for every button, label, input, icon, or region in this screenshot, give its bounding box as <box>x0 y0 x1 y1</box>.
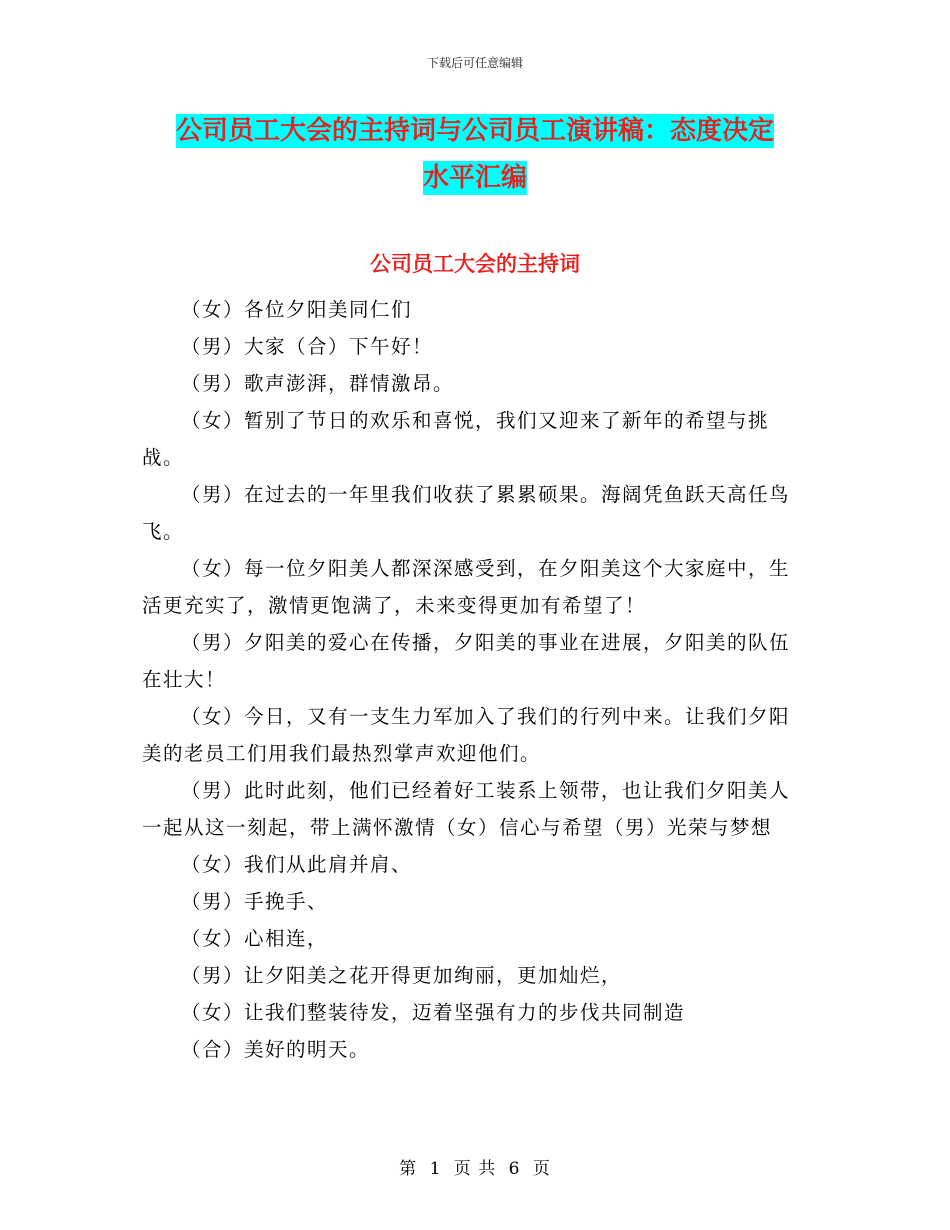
paragraph: （合）美好的明天。 <box>181 1038 371 1061</box>
section-title: 公司员工大会的主持词 <box>370 252 580 276</box>
paragraph: （女）今日，又有一支生力军加入了我们的行列中来。让我们夕阳美的老员工们用我们最热烈掌声欢迎他们。 <box>142 705 791 765</box>
document-title-line-1 <box>0 108 950 155</box>
current-page-number: 1 <box>429 1159 442 1179</box>
title-highlight-2: 水平汇编 <box>422 163 527 193</box>
header-note: 下载后可任意编辑 <box>426 56 523 70</box>
paragraph: （女）我们从此肩并肩、 <box>181 853 413 876</box>
document-title <box>0 108 950 202</box>
paragraph: （男）手挽手、 <box>181 890 329 913</box>
paragraph: （女）各位夕阳美同仁们 <box>181 298 413 321</box>
title-highlight-1: 公司员工大会的主持词与公司员工演讲稿：态度决定 <box>175 116 774 146</box>
page-label-prefix: 第 <box>399 1159 418 1179</box>
paragraph: （男）让夕阳美之花开得更加绚丽，更加灿烂， <box>181 964 623 987</box>
paragraph: （女）心相连， <box>181 927 329 950</box>
page-label-suffix: 页 <box>532 1159 551 1179</box>
paragraph: （男）歌声澎湃，群情激昂。 <box>181 372 455 395</box>
paragraph: （男）大家（合）下午好！ <box>181 335 434 358</box>
document-body <box>142 291 802 1068</box>
page-footer <box>0 1154 950 1179</box>
paragraph: （女）每一位夕阳美人都深深感受到，在夕阳美这个大家庭中，生活更充实了，激情更饱满了，未来变得更加有希望了！ <box>142 557 791 617</box>
paragraph: （男）在过去的一年里我们收获了累累硕果。海阔凭鱼跃天高任鸟飞。 <box>142 483 791 543</box>
total-pages-number: 6 <box>508 1159 521 1179</box>
paragraph: （男）夕阳美的爱心在传播，夕阳美的事业在进展，夕阳美的队伍在壮大！ <box>142 631 791 691</box>
document-title-line-2 <box>0 155 950 202</box>
page-label-mid: 页 共 <box>453 1159 497 1179</box>
paragraph: （女）让我们整装待发，迈着坚强有力的步伐共同制造 <box>181 1001 686 1024</box>
paragraph: （女）暂别了节日的欢乐和喜悦，我们又迎来了新年的希望与挑战。 <box>142 409 770 469</box>
paragraph: （男）此时此刻，他们已经着好工装系上领带，也让我们夕阳美人一起从这一刻起，带上满怀激情（女）信心与希望（男）光荣与梦想 <box>142 779 791 839</box>
